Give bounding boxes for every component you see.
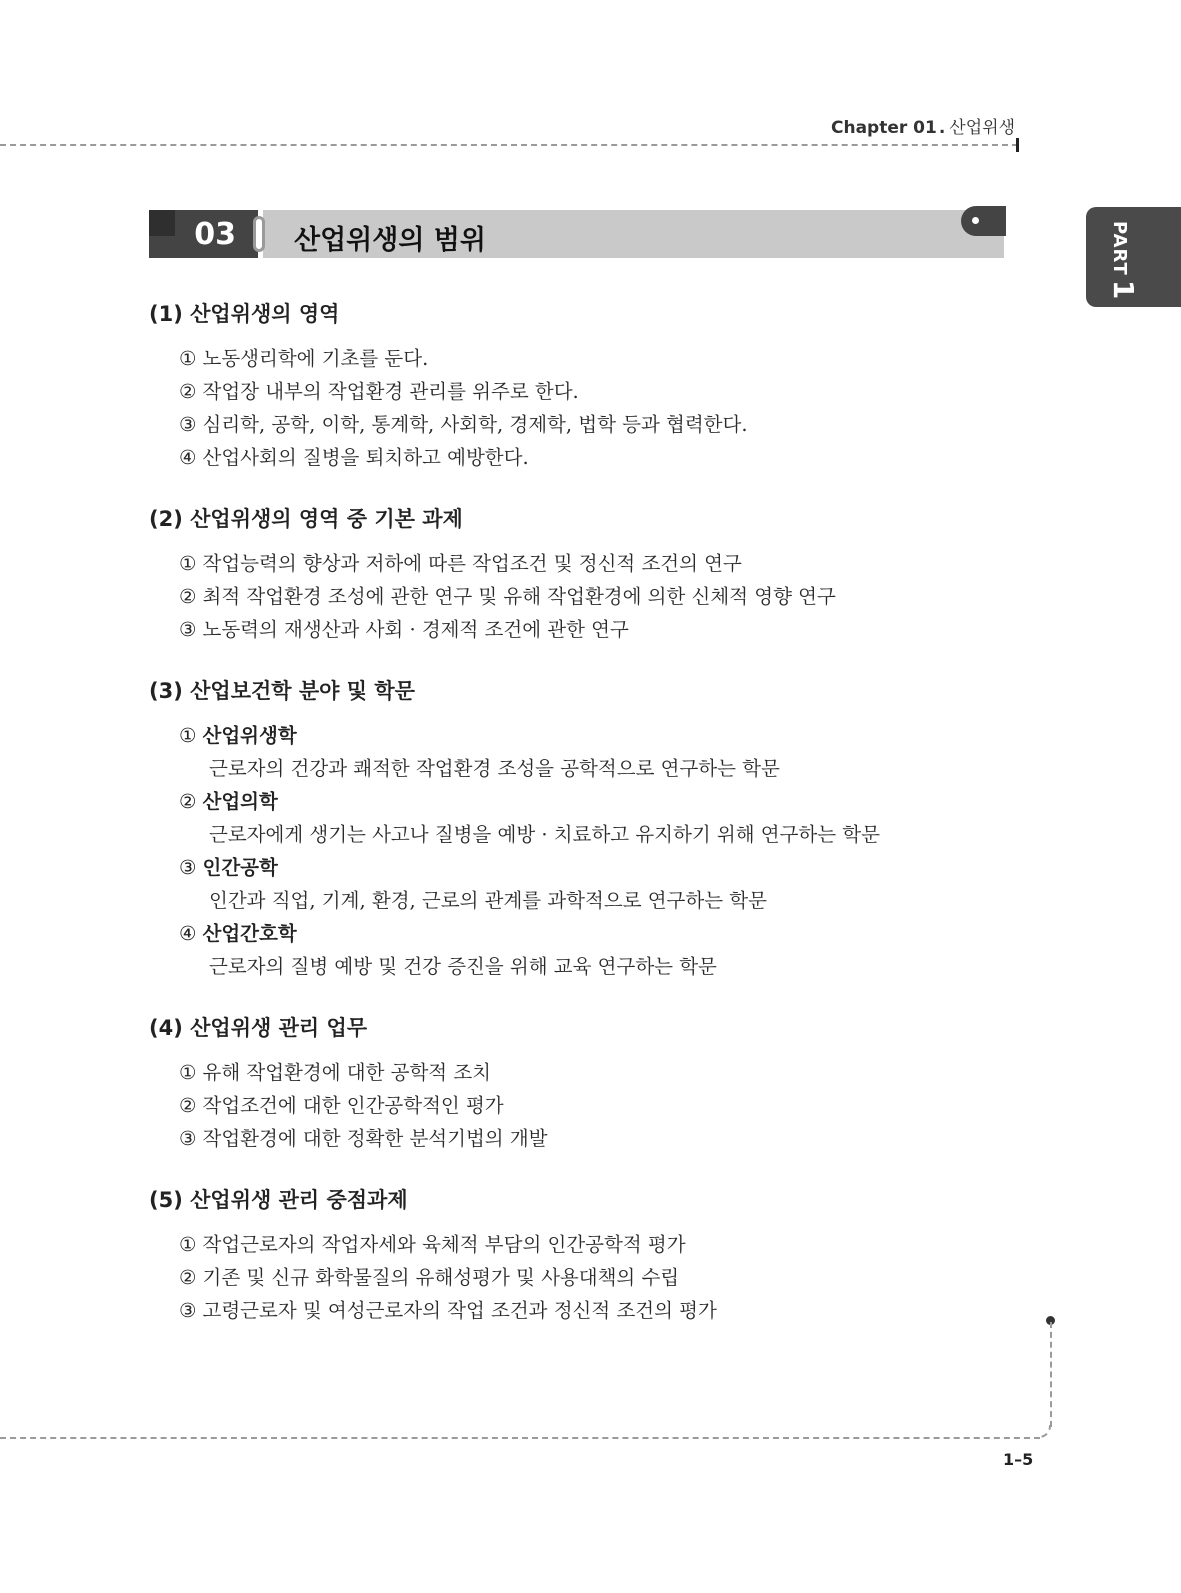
section-number <box>149 210 258 258</box>
main-content <box>149 300 1009 1358</box>
tag-icon <box>961 206 1006 236</box>
item-text: 기존 및 신규 화학물질의 유해성평가 및 사용대책의 수립 <box>202 1266 680 1289</box>
item-text: 산업위생학 <box>202 724 297 747</box>
item-text: 노동생리학에 기초를 둔다. <box>202 347 429 370</box>
item-list <box>179 1228 1009 1327</box>
content-section <box>149 300 1009 474</box>
list-item <box>179 1294 1009 1327</box>
list-item <box>179 547 1009 580</box>
item-text: 작업근로자의 작업자세와 육체적 부담의 인간공학적 평가 <box>202 1233 686 1256</box>
item-description: 근로자의 질병 예방 및 건강 증진을 위해 교육 연구하는 학문 <box>209 955 717 978</box>
item-text: 산업의학 <box>202 790 278 813</box>
section-heading: (1) 산업위생의 영역 <box>149 302 340 326</box>
footer-divider <box>0 1437 1040 1439</box>
section-heading: (5) 산업위생 관리 중점과제 <box>149 1188 408 1212</box>
page-number: 1–5 <box>1003 1450 1034 1469</box>
list-item <box>179 1056 1009 1089</box>
item-number: ③ <box>179 413 197 436</box>
item-number: ③ <box>179 1127 197 1150</box>
item-list <box>179 719 1009 983</box>
item-number: ① <box>179 1061 197 1084</box>
part-number: 1 <box>1107 279 1140 300</box>
list-item <box>179 1261 1009 1294</box>
item-text: 노동력의 재생산과 사회 · 경제적 조건에 관한 연구 <box>202 618 629 641</box>
binder-ring-icon <box>253 216 265 252</box>
list-item <box>179 613 1009 646</box>
item-number: ① <box>179 1233 197 1256</box>
content-section <box>149 1014 1009 1155</box>
chapter-subject: 산업위생 <box>949 118 1015 138</box>
item-number: ② <box>179 380 197 403</box>
item-text: 고령근로자 및 여성근로자의 작업 조건과 정신적 조건의 평가 <box>202 1299 717 1322</box>
item-number: ④ <box>179 922 197 945</box>
item-number: ② <box>179 1094 197 1117</box>
item-text: 작업조건에 대한 인간공학적인 평가 <box>202 1094 504 1117</box>
item-number: ② <box>179 585 197 608</box>
part-tab <box>1086 207 1181 307</box>
side-divider <box>1050 1322 1052 1427</box>
content-section <box>149 677 1009 983</box>
item-text: 인간공학 <box>202 856 278 879</box>
item-number: ④ <box>179 446 197 469</box>
list-item <box>179 408 1009 441</box>
item-number: ③ <box>179 1299 197 1322</box>
item-list <box>179 342 1009 474</box>
item-number: ① <box>179 347 197 370</box>
item-number: ① <box>179 724 197 747</box>
item-description: 근로자에게 생기는 사고나 질병을 예방 · 치료하고 유지하기 위해 연구하는 학문 <box>209 823 880 846</box>
item-text: 최적 작업환경 조성에 관한 연구 및 유해 작업환경에 의한 신체적 영향 연구 <box>202 585 836 608</box>
item-number: ② <box>179 1266 197 1289</box>
list-item <box>179 917 1009 950</box>
header-separator: . <box>938 118 946 138</box>
list-item <box>179 785 1009 818</box>
list-item <box>179 851 1009 884</box>
section-title: 산업위생의 범위 <box>294 225 486 256</box>
item-text: 작업능력의 향상과 저하에 따른 작업조건 및 정신적 조건의 연구 <box>202 552 742 575</box>
item-description: 근로자의 건강과 쾌적한 작업환경 조성을 공학적으로 연구하는 학문 <box>209 757 780 780</box>
list-item <box>179 1228 1009 1261</box>
item-text: 산업간호학 <box>202 922 297 945</box>
list-item <box>179 375 1009 408</box>
item-text: 산업사회의 질병을 퇴치하고 예방한다. <box>202 446 529 469</box>
list-item <box>179 342 1009 375</box>
item-text: 작업환경에 대한 정확한 분석기법의 개발 <box>202 1127 548 1150</box>
item-number: ③ <box>179 856 197 879</box>
section-number-text: 03 <box>194 216 236 252</box>
chapter-label: Chapter 01 <box>830 118 937 138</box>
section-title-bar <box>149 210 1004 258</box>
item-number: ① <box>179 552 197 575</box>
header-divider-tick <box>1016 138 1019 152</box>
item-list <box>179 1056 1009 1155</box>
item-number: ③ <box>179 618 197 641</box>
section-heading: (2) 산업위생의 영역 중 기본 과제 <box>149 507 463 531</box>
item-text: 유해 작업환경에 대한 공학적 조치 <box>202 1061 491 1084</box>
item-number: ② <box>179 790 197 813</box>
section-heading: (4) 산업위생 관리 업무 <box>149 1016 368 1040</box>
content-section <box>149 505 1009 646</box>
part-tab-label <box>1107 221 1140 299</box>
item-description: 인간과 직업, 기계, 환경, 근로의 관계를 과학적으로 연구하는 학문 <box>209 889 767 912</box>
list-item <box>179 1089 1009 1122</box>
list-item <box>179 1122 1009 1155</box>
header-divider <box>0 144 1018 146</box>
list-item <box>179 441 1009 474</box>
list-item <box>179 580 1009 613</box>
item-list <box>179 547 1009 646</box>
section-heading: (3) 산업보건학 분야 및 학문 <box>149 679 415 703</box>
item-text: 작업장 내부의 작업환경 관리를 위주로 한다. <box>202 380 579 403</box>
content-section <box>149 1186 1009 1327</box>
running-header <box>831 113 1015 138</box>
item-text: 심리학, 공학, 이학, 통계학, 사회학, 경제학, 법학 등과 협력한다. <box>202 413 748 436</box>
list-item <box>179 719 1009 752</box>
part-label: PART <box>1109 221 1130 276</box>
